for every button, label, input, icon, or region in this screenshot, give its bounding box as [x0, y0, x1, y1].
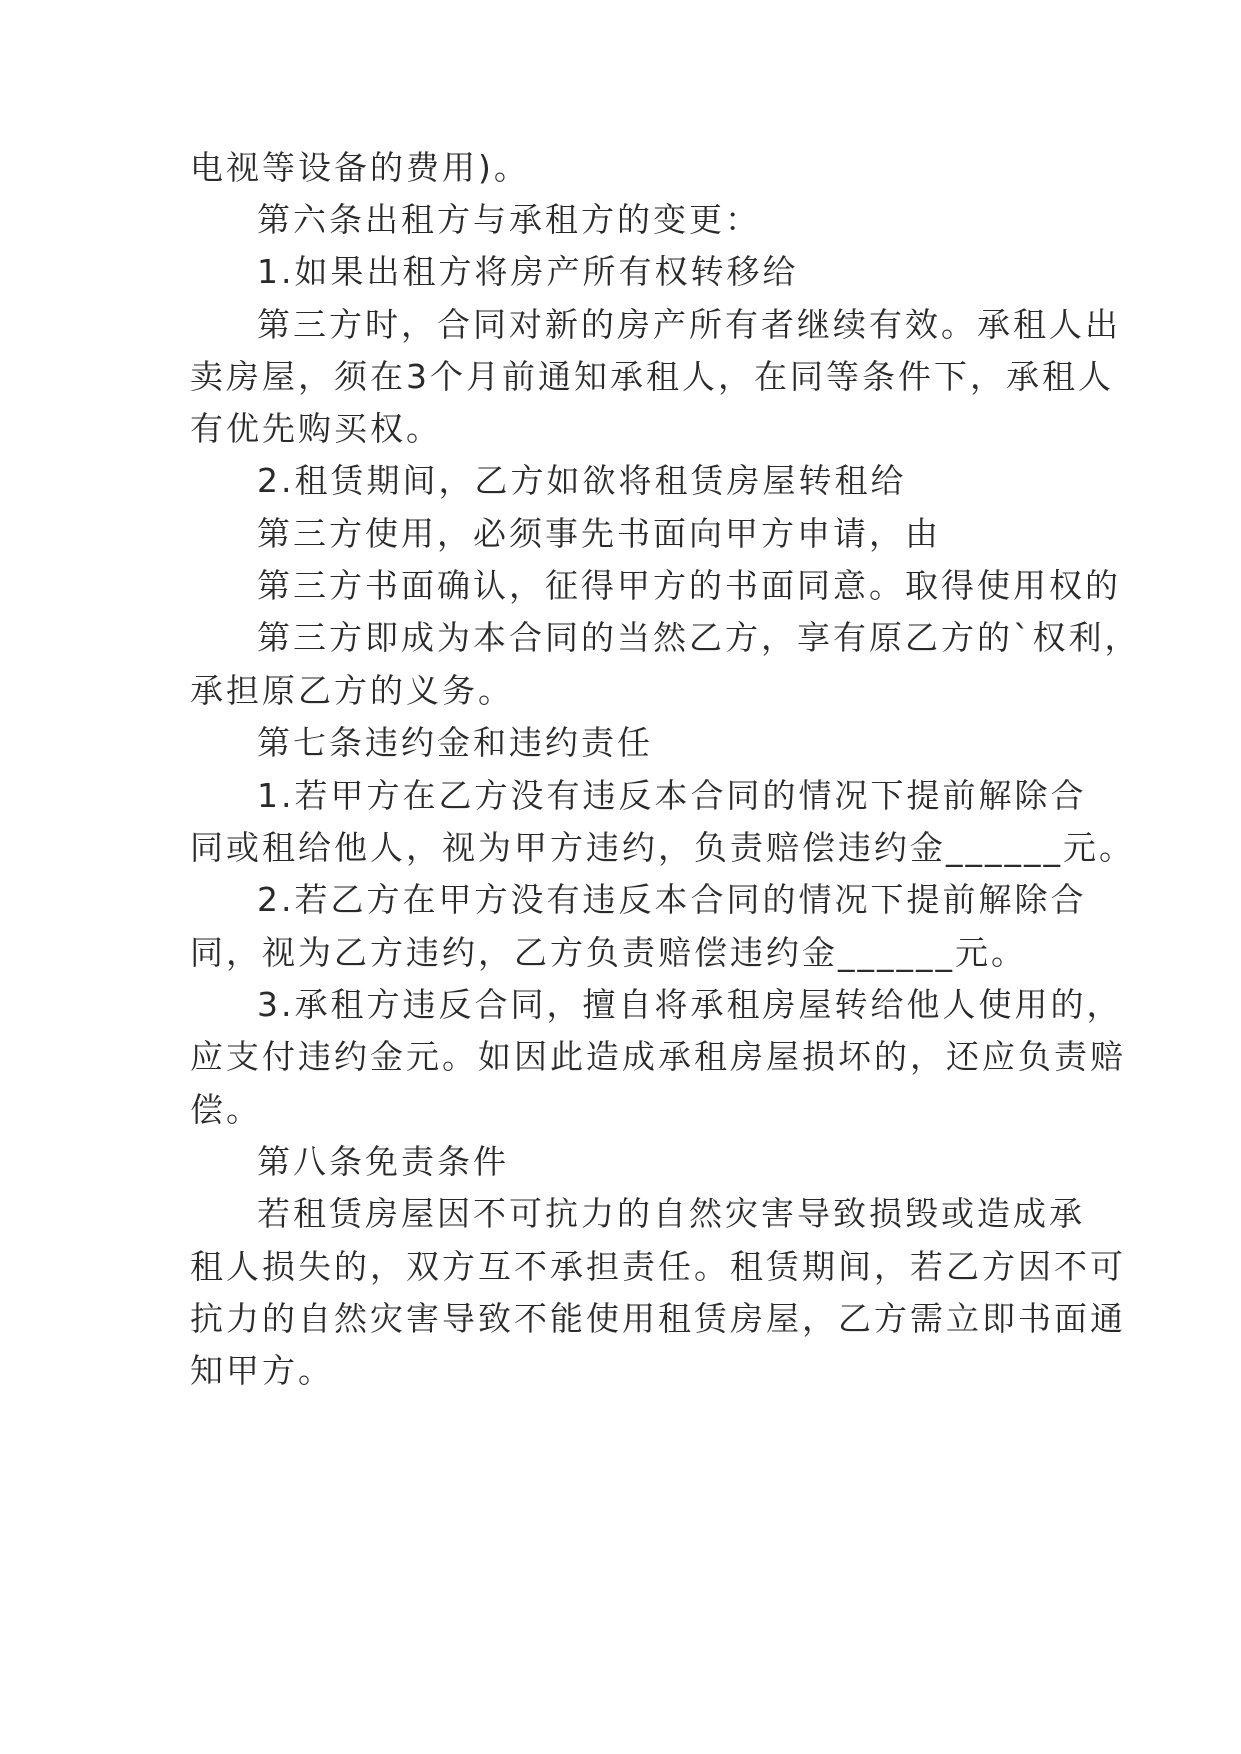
- text-line: 应支付违约金元。如因此造成承租房屋损坏的，还应负责赔: [190, 1037, 1126, 1076]
- clause-item: 1.如果出租方将房产所有权转移给: [257, 252, 799, 291]
- text-line: 承担原乙方的义务。: [190, 671, 514, 710]
- clause-item: 2.租赁期间，乙方如欲将租赁房屋转租给: [257, 461, 907, 500]
- text-line: 第三方时，合同对新的房产所有者继续有效。承租人出: [257, 305, 1121, 344]
- text-line: 第三方书面确认，征得甲方的书面同意。取得使用权的: [257, 566, 1121, 605]
- text-line: 第三方使用，必须事先书面向甲方申请，由: [257, 514, 941, 553]
- text-line: 租人损失的，双方互不承担责任。租赁期间，若乙方因不可: [190, 1247, 1126, 1286]
- section-heading: 第七条违约金和违约责任: [257, 723, 653, 762]
- text-line: 同或租给他人，视为甲方违约，负责赔偿违约金______元。: [190, 828, 1135, 867]
- text-line: 卖房屋，须在3个月前通知承租人，在同等条件下，承租人: [190, 357, 1114, 396]
- text-line: 知甲方。: [190, 1351, 334, 1390]
- section-heading: 第六条出租方与承租方的变更：: [257, 200, 761, 239]
- clause-item: 3.承租方违反合同，擅自将承租房屋转给他人使用的，: [257, 985, 1123, 1024]
- text-line: 若租赁房屋因不可抗力的自然灾害导致损毁或造成承: [257, 1194, 1085, 1233]
- clause-item: 2.若乙方在甲方没有违反本合同的情况下提前解除合: [257, 880, 1087, 919]
- text-line: 偿。: [190, 1090, 262, 1129]
- clause-item: 1.若甲方在乙方没有违反本合同的情况下提前解除合: [257, 776, 1087, 815]
- text-line: 抗力的自然灾害导致不能使用租赁房屋，乙方需立即书面通: [190, 1299, 1126, 1338]
- text-line: 电视等设备的费用)。: [190, 148, 530, 187]
- text-line: 有优先购买权。: [190, 409, 442, 448]
- section-heading: 第八条免责条件: [257, 1142, 509, 1181]
- text-line: 第三方即成为本合同的当然乙方，享有原乙方的`权利，: [257, 618, 1141, 657]
- text-line: 同，视为乙方违约，乙方负责赔偿违约金______元。: [190, 933, 1027, 972]
